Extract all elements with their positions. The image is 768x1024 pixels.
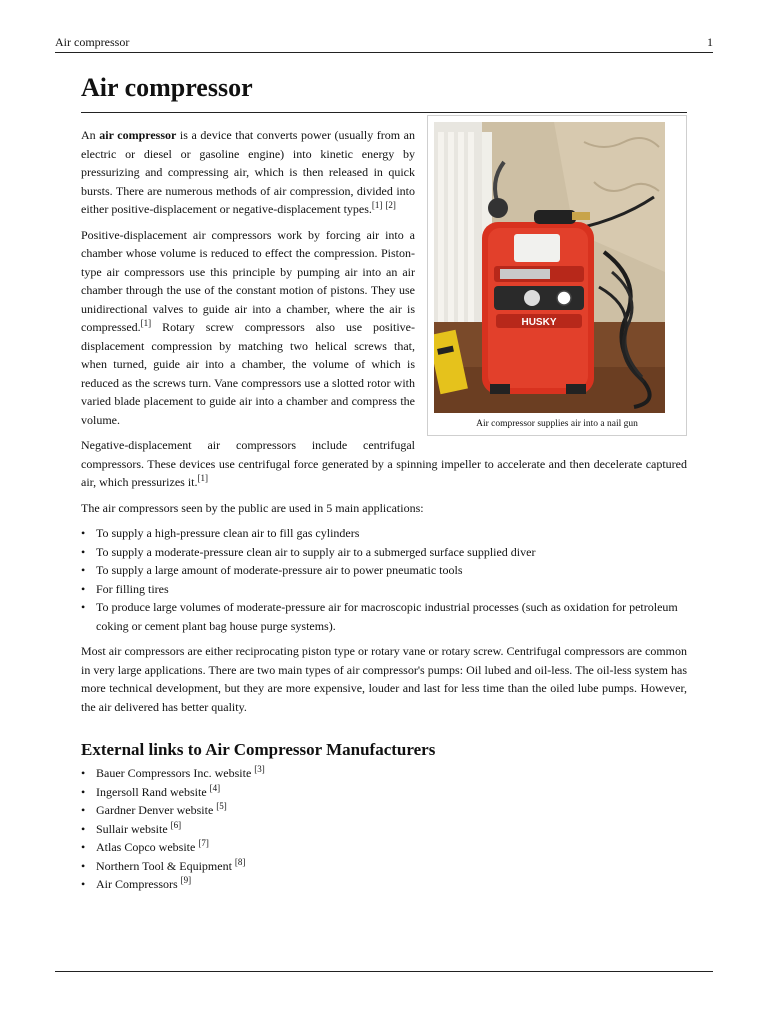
list-item: • To supply a high-pressure clean air to fill gas cylinders (81, 524, 687, 543)
running-title: Air compressor (55, 35, 130, 49)
citation[interactable]: [8] (234, 856, 246, 867)
external-link[interactable]: Gardner Denver website (96, 803, 214, 817)
list-item (81, 783, 687, 802)
air-compressor-photo[interactable] (434, 122, 665, 413)
citation[interactable]: [9] (180, 875, 192, 885)
figure (427, 115, 687, 436)
external-link[interactable]: Sullair website (96, 821, 168, 836)
external-link[interactable]: Air Compressors (96, 877, 178, 891)
page-number: 1 (707, 35, 713, 49)
intro-lead: An (81, 128, 100, 142)
citation-2[interactable]: [2] (385, 200, 396, 210)
page-title: Air compressor (81, 70, 687, 113)
external-link[interactable]: Bauer Compressors Inc. website (96, 766, 252, 780)
intro-term: air compressor (99, 128, 177, 142)
figure-caption: Air compressor supplies air into a nail gun (476, 419, 638, 429)
p2-text-a: Positive-displacement air compressors work by forcing air into a chamber whose volume is reduced to effect the compression. Piston-type air compressors use this principle by pumping air into an air chamber through the use of the constant motion of pistons. They use unidirectional valves to guide air into a chamber, where the air is compressed. (81, 227, 415, 334)
pump-types-paragraph: Most air compressors are either reciprocating piston type or rotary vane or rotary screw. Centrifugal compressors are common in very large applications. There are two main types of air compressor's pumps: Oil lubed and oil-less. The oil-less system has more technical development, but they are more expensive, louder and last for less time than the oiled lube pumps. However, the air delivered has better quality. (81, 644, 687, 714)
applications-list (81, 524, 687, 635)
list-item (81, 764, 687, 783)
list-item: • To supply a large amount of moderate-pressure air to power pneumatic tools (81, 561, 687, 580)
external-link[interactable]: Ingersoll Rand website (96, 784, 207, 799)
list-item (81, 875, 687, 894)
citation[interactable]: [3] (254, 764, 265, 774)
list-item (81, 857, 687, 876)
citation[interactable]: [5] (216, 801, 227, 811)
article-body (81, 70, 687, 901)
citation[interactable]: [4] (209, 782, 221, 793)
footer-rule (55, 971, 713, 972)
citation-1[interactable]: [1] (140, 318, 152, 328)
external-links-list (81, 764, 687, 894)
citation-1[interactable]: [1] (371, 200, 383, 210)
external-link[interactable]: Northern Tool & Equipment (96, 858, 232, 873)
list-item (81, 838, 687, 857)
list-item (81, 801, 687, 820)
external-link[interactable]: Atlas Copco website (96, 840, 196, 854)
compressor-brand-label: HUSKY (521, 317, 557, 328)
list-item: • To supply a moderate-pressure clean air to supply air to a submerged surface supplied diver (81, 543, 687, 562)
intro-text: is a device that converts power (usually from an electric or diesel or gasoline engine) into kinetic energy by pressurizing and compressing air, which is then released in quick bursts. There are numerous methods of air compression, divided into either positive-displacement or negative-displacement types. (81, 128, 415, 216)
list-item: • To produce large volumes of moderate-pressure air for macroscopic industrial processes (such as oxidation for petroleum coking or cement plant bag house purge systems). (81, 598, 687, 635)
p3-text: Negative-displacement air compressors include centrifugal compressors. These devices use centrifugal force generated by a spinning impeller to accelerate and then decelerate captured air, which pressurizes it. (81, 438, 687, 489)
negative-displacement-paragraph (81, 436, 687, 492)
section-heading-external-links: External links to Air Compressor Manufacturers (81, 740, 436, 759)
running-header (55, 35, 713, 53)
applications-intro: The air compressors seen by the public are used in 5 main applications: (81, 500, 424, 515)
list-item: • For filling tires (81, 580, 687, 599)
p2-text-b: Rotary screw compressors also use positive-displacement compression by matching two helical screws that, when turned, guide air into a chamber, the volume of which is reduced as the screws turn. Vane compressors use a slotted rotor with varied blade placement to guide air into a chamber and compress the volume. (81, 320, 415, 427)
list-item (81, 820, 687, 839)
citation[interactable]: [6] (170, 819, 182, 830)
citation-1[interactable]: [1] (197, 473, 208, 483)
citation[interactable]: [7] (198, 838, 209, 848)
